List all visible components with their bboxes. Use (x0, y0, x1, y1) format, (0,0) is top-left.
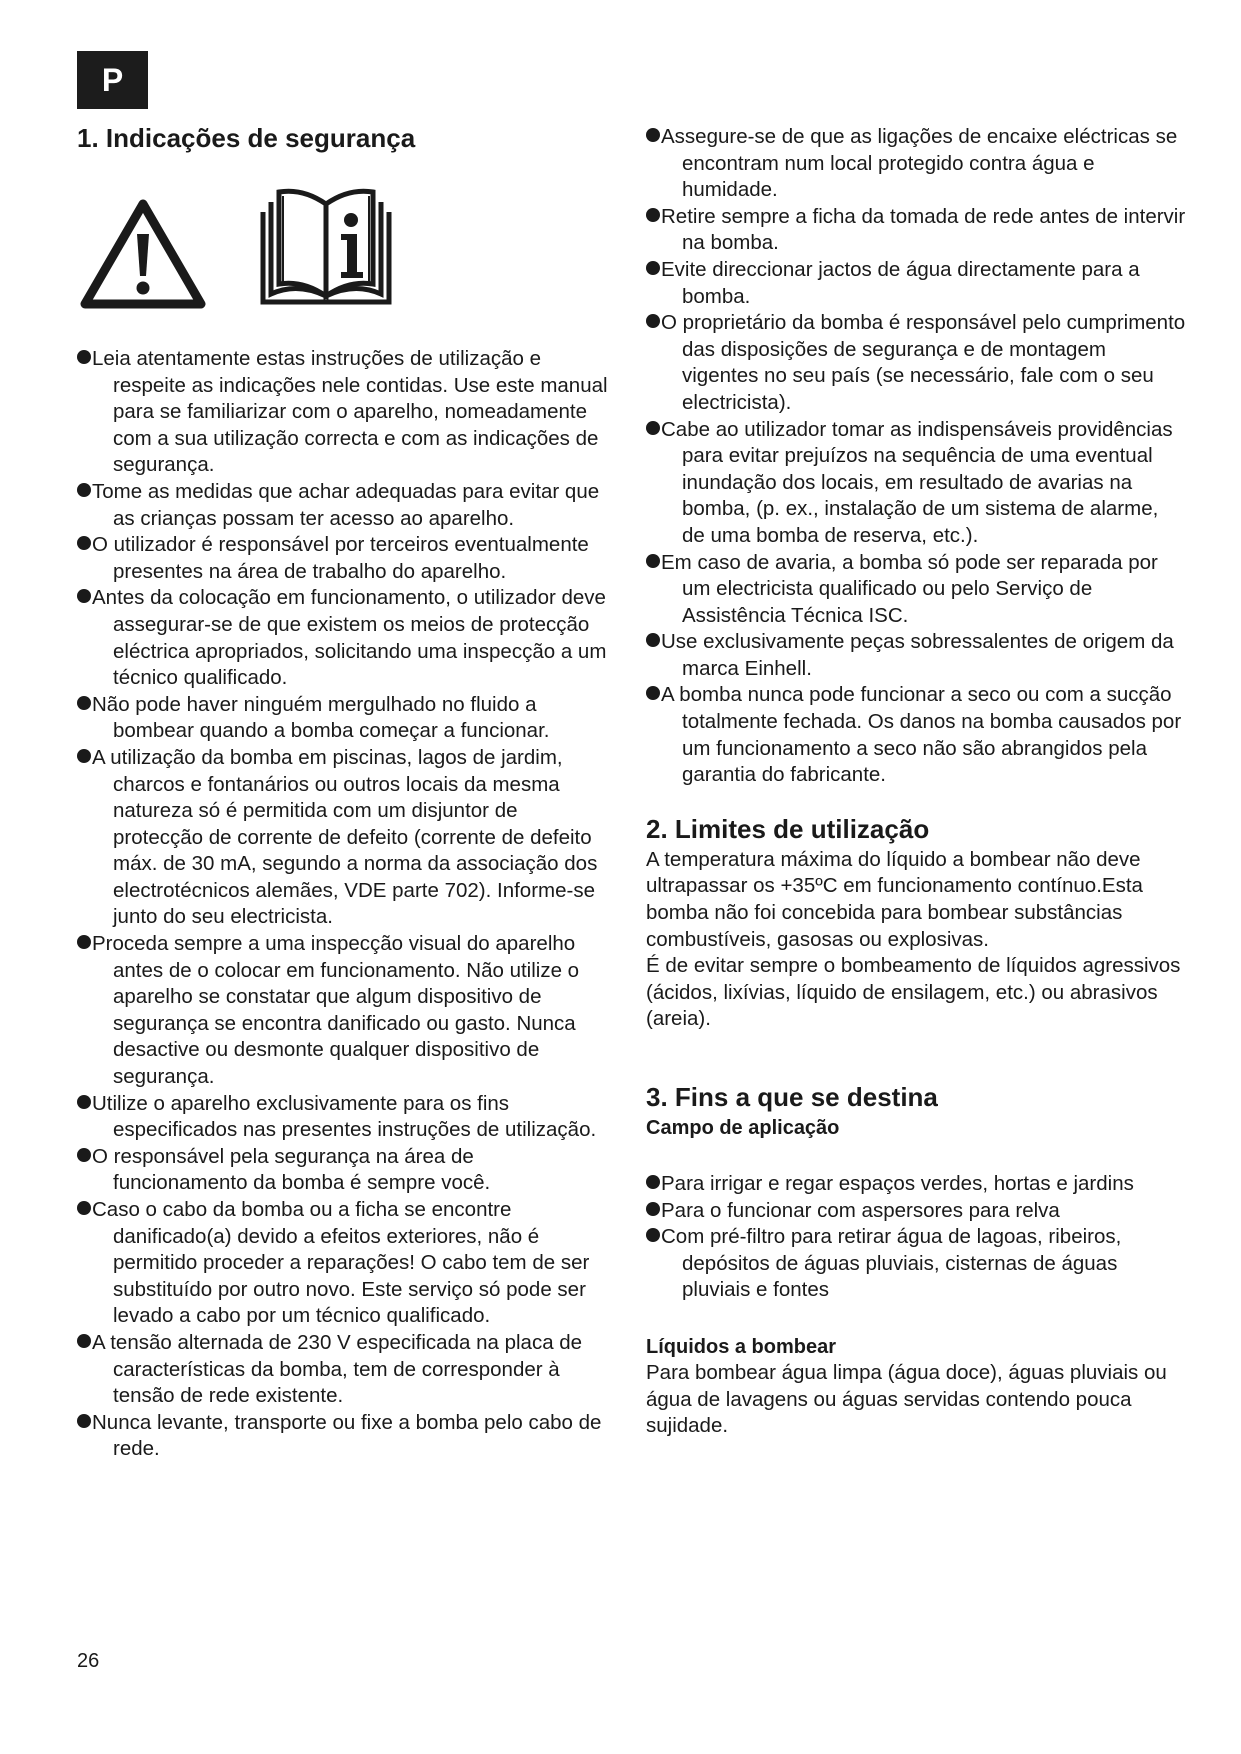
list-item: Para irrigar e regar espaços verdes, hortas e jardins (646, 1171, 1186, 1198)
bullet-icon (77, 1201, 91, 1215)
list-item: Tome as medidas que achar adequadas para evitar que as crianças possam ter acesso ao aparelho. (77, 479, 612, 532)
bullet-icon (77, 1414, 91, 1428)
bullet-icon (77, 536, 91, 550)
bullet-icon (646, 1228, 660, 1242)
section-title-safety: 1. Indicações de segurança (77, 123, 416, 153)
subtitle-application-field: Campo de aplicação (646, 1117, 840, 1139)
bullet-icon (646, 208, 660, 222)
list-item: Nunca levante, transporte ou fixe a bomba pelo cabo de rede. (77, 1410, 612, 1463)
safety-icons (79, 182, 612, 310)
list-item: Não pode haver ninguém mergulhado no fluido a bombear quando a bomba começar a funcionar. (77, 692, 612, 745)
bullet-icon (646, 314, 660, 328)
safety-list-left (77, 346, 612, 1463)
bullet-icon (646, 554, 660, 568)
bullet-icon (646, 1202, 660, 1216)
application-list (646, 1171, 1186, 1304)
bullet-icon (77, 1148, 91, 1162)
list-item: Use exclusivamente peças sobressalentes de origem da marca Einhell. (646, 629, 1186, 682)
limits-paragraph-2: É de evitar sempre o bombeamento de líquidos agressivos (ácidos, lixívias, líquido de ensilagem, etc.) ou abrasivos (areia). (646, 954, 1181, 1031)
list-item: Para o funcionar com aspersores para relva (646, 1198, 1186, 1225)
list-item: Proceda sempre a uma inspecção visual do aparelho antes de o colocar em funcionamento. Não utilize o aparelho se constatar que algum dispositivo de segurança se encontra danificado ou gasto. Nunca desactive ou desmonte qualquer dispositivo de segurança. (77, 931, 612, 1091)
list-item: Assegure-se de que as ligações de encaixe eléctricas se encontram num local protegido contra água e humidade. (646, 124, 1186, 204)
list-item: Em caso de avaria, a bomba só pode ser reparada por um electricista qualificado ou pelo Serviço de Assistência Técnica ISC. (646, 550, 1186, 630)
right-column (646, 124, 1186, 1440)
list-item: Antes da colocação em funcionamento, o utilizador deve assegurar-se de que existem os meios de protecção eléctrica apropriados, solicitando uma inspecção a um técnico qualificado. (77, 585, 612, 691)
bullet-icon (77, 589, 91, 603)
bullet-icon (646, 633, 660, 647)
pumped-liquids-text: Para bombear água limpa (água doce), águas pluviais ou água de lavagens ou águas servidas contendo pouca sujidade. (646, 1360, 1167, 1438)
list-item: Evite direccionar jactos de água directamente para a bomba. (646, 257, 1186, 310)
list-item: Utilize o aparelho exclusivamente para os fins especificados nas presentes instruções de utilização. (77, 1091, 612, 1144)
warning-triangle-icon (79, 198, 207, 310)
list-item: Leia atentamente estas instruções de utilização e respeite as indicações nele contidas. Use este manual para se familiarizar com o aparelho, nomeadamente com a sua utilização correcta e com as indicações de segurança. (77, 346, 612, 479)
bullet-icon (646, 128, 660, 142)
bullet-icon (77, 1334, 91, 1348)
list-item: Caso o cabo da bomba ou a ficha se encontre danificado(a) devido a efeitos exteriores, não é permitido proceder a reparações! O cabo tem de ser substituído por outro novo. Este serviço só pode ser levado a cabo por um técnico qualificado. (77, 1197, 612, 1330)
bullet-icon (77, 483, 91, 497)
section-title-limits: 2. Limites de utilização (646, 813, 930, 844)
list-item: Com pré-filtro para retirar água de lagoas, ribeiros, depósitos de águas pluviais, cisternas de águas pluviais e fontes (646, 1224, 1186, 1304)
bullet-icon (77, 935, 91, 949)
bullet-icon (646, 421, 660, 435)
list-item: O responsável pela segurança na área de funcionamento da bomba é sempre você. (77, 1144, 612, 1197)
left-column (77, 122, 612, 1463)
list-item: Retire sempre a ficha da tomada de rede antes de intervir na bomba. (646, 204, 1186, 257)
language-badge: P (77, 51, 148, 109)
safety-list-right (646, 124, 1186, 789)
list-item: A tensão alternada de 230 V especificada na placa de características da bomba, tem de corresponder à tensão de rede existente. (77, 1330, 612, 1410)
list-item: O utilizador é responsável por terceiros eventualmente presentes na área de trabalho do aparelho. (77, 532, 612, 585)
list-item: A utilização da bomba em piscinas, lagos de jardim, charcos e fontanários ou outros locais da mesma natureza só é permitida com um disjuntor de protecção de corrente de defeito (corrente de defeito máx. de 30 mA, segundo a norma da associação dos electrotécnicos alemães, VDE parte 702). Informe-se junto do seu electricista. (77, 745, 612, 931)
manual-info-icon (255, 184, 397, 310)
bullet-icon (646, 686, 660, 700)
list-item: A bomba nunca pode funcionar a seco ou com a sucção totalmente fechada. Os danos na bomba causados por um funcionamento a seco não são abrangidos pela garantia do fabricante. (646, 682, 1186, 788)
bullet-icon (646, 1175, 660, 1189)
list-item: O proprietário da bomba é responsável pelo cumprimento das disposições de segurança e de montagem vigentes no seu país (se necessário, fale com o seu electricista). (646, 310, 1186, 416)
subtitle-pumped-liquids: Líquidos a bombear (646, 1335, 837, 1358)
limits-paragraph-1: A temperatura máxima do líquido a bombear não deve ultrapassar os +35ºC em funcionamento contínuo.Esta bomba não foi concebida para bombear substâncias combustíveis, gasosas ou explosivas. (646, 847, 1143, 951)
bullet-icon (77, 696, 91, 710)
section-title-purpose: 3. Fins a que se destina (646, 1082, 938, 1112)
page-number: 26 (77, 1650, 100, 1672)
bullet-icon (77, 749, 91, 763)
list-item: Cabe ao utilizador tomar as indispensáveis providências para evitar prejuízos na sequência de uma eventual inundação dos locais, em resultado de avarias na bomba, (p. ex., instalação de um sistema de alarme, de uma bomba de reserva, etc.). (646, 417, 1186, 550)
bullet-icon (77, 1095, 91, 1109)
bullet-icon (646, 261, 660, 275)
bullet-icon (77, 350, 91, 364)
